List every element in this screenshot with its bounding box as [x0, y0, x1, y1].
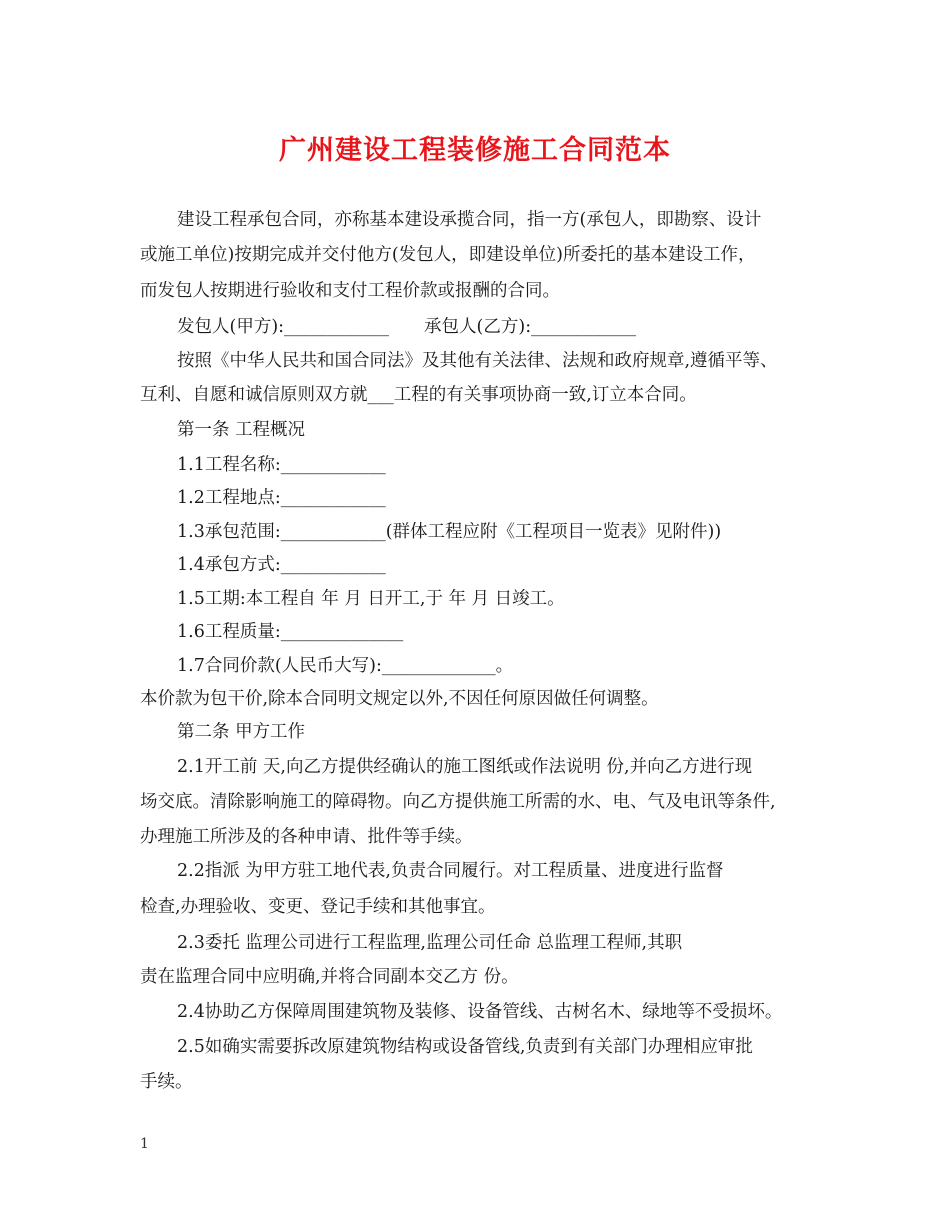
page-number: 1 [140, 1136, 149, 1152]
section-heading: 第一条 工程概况 [177, 420, 306, 440]
paragraph-line: 场交底。清除影响施工的障碍物。向乙方提供施工所需的水、电、气及电讯等条件, [140, 792, 776, 812]
party-line: 发包人(甲方):____________ 承包人(乙方):____________ [177, 317, 637, 337]
clause-line: 2.2指派 为甲方驻工地代表,负责合同履行。对工程质量、进度进行监督 [177, 861, 724, 881]
clause-line: 1.5工期:本工程自 年 月 日开工,于 年 月 日竣工。 [177, 589, 565, 609]
clause-line: 2.1开工前 天,向乙方提供经确认的施工图纸或作法说明 份,并向乙方进行现 [177, 757, 753, 777]
paragraph-line: 办理施工所涉及的各种申请、批件等手续。 [140, 827, 473, 847]
clause-line: 1.6工程质量:______________ [177, 622, 404, 642]
clause-line: 1.2工程地点:____________ [177, 488, 386, 508]
paragraph-line: 而发包人按期进行验收和支付工程价款或报酬的合同。 [140, 281, 560, 301]
section-heading: 第二条 甲方工作 [177, 722, 306, 742]
paragraph-line: 手续。 [140, 1072, 193, 1092]
document-title: 广州建设工程装修施工合同范本 [279, 135, 671, 166]
clause-line: 1.7合同价款(人民币大写):_____________。 [177, 656, 514, 676]
paragraph-line: 建设工程承包合同，亦称基本建设承揽合同，指一方(承包人，即勘察、设计 [177, 210, 762, 230]
paragraph-line: 互利、自愿和诚信原则双方就___工程的有关事项协商一致,订立本合同。 [140, 385, 697, 405]
clause-line: 1.1工程名称:____________ [177, 455, 386, 475]
paragraph-line: 按照《中华人民共和国合同法》及其他有关法律、法规和政府规章,遵循平等、 [177, 351, 778, 371]
clause-line: 1.3承包范围:____________(群体工程应附《工程项目一览表》见附件)) [177, 522, 722, 542]
paragraph-line: 责在监理合同中应明确,并将合同副本交乙方 份。 [140, 967, 519, 987]
clause-line: 2.3委托 监理公司进行工程监理,监理公司任命 总监理工程师,其职 [177, 933, 683, 953]
clause-line: 2.5如确实需要拆改原建筑物结构或设备管线,负责到有关部门办理相应审批 [177, 1037, 753, 1057]
paragraph-line: 本价款为包干价,除本合同明文规定以外,不因任何原因做任何调整。 [140, 689, 659, 709]
paragraph-line: 检查,办理验收、变更、登记手续和其他事宜。 [140, 897, 496, 917]
clause-line: 2.4协助乙方保障周围建筑物及装修、设备管线、古树名木、绿地等不受损坏。 [177, 1002, 783, 1022]
clause-line: 1.4承包方式:____________ [177, 555, 386, 575]
paragraph-line: 或施工单位)按期完成并交付他方(发包人，即建设单位)所委托的基本建设工作， [140, 245, 756, 265]
